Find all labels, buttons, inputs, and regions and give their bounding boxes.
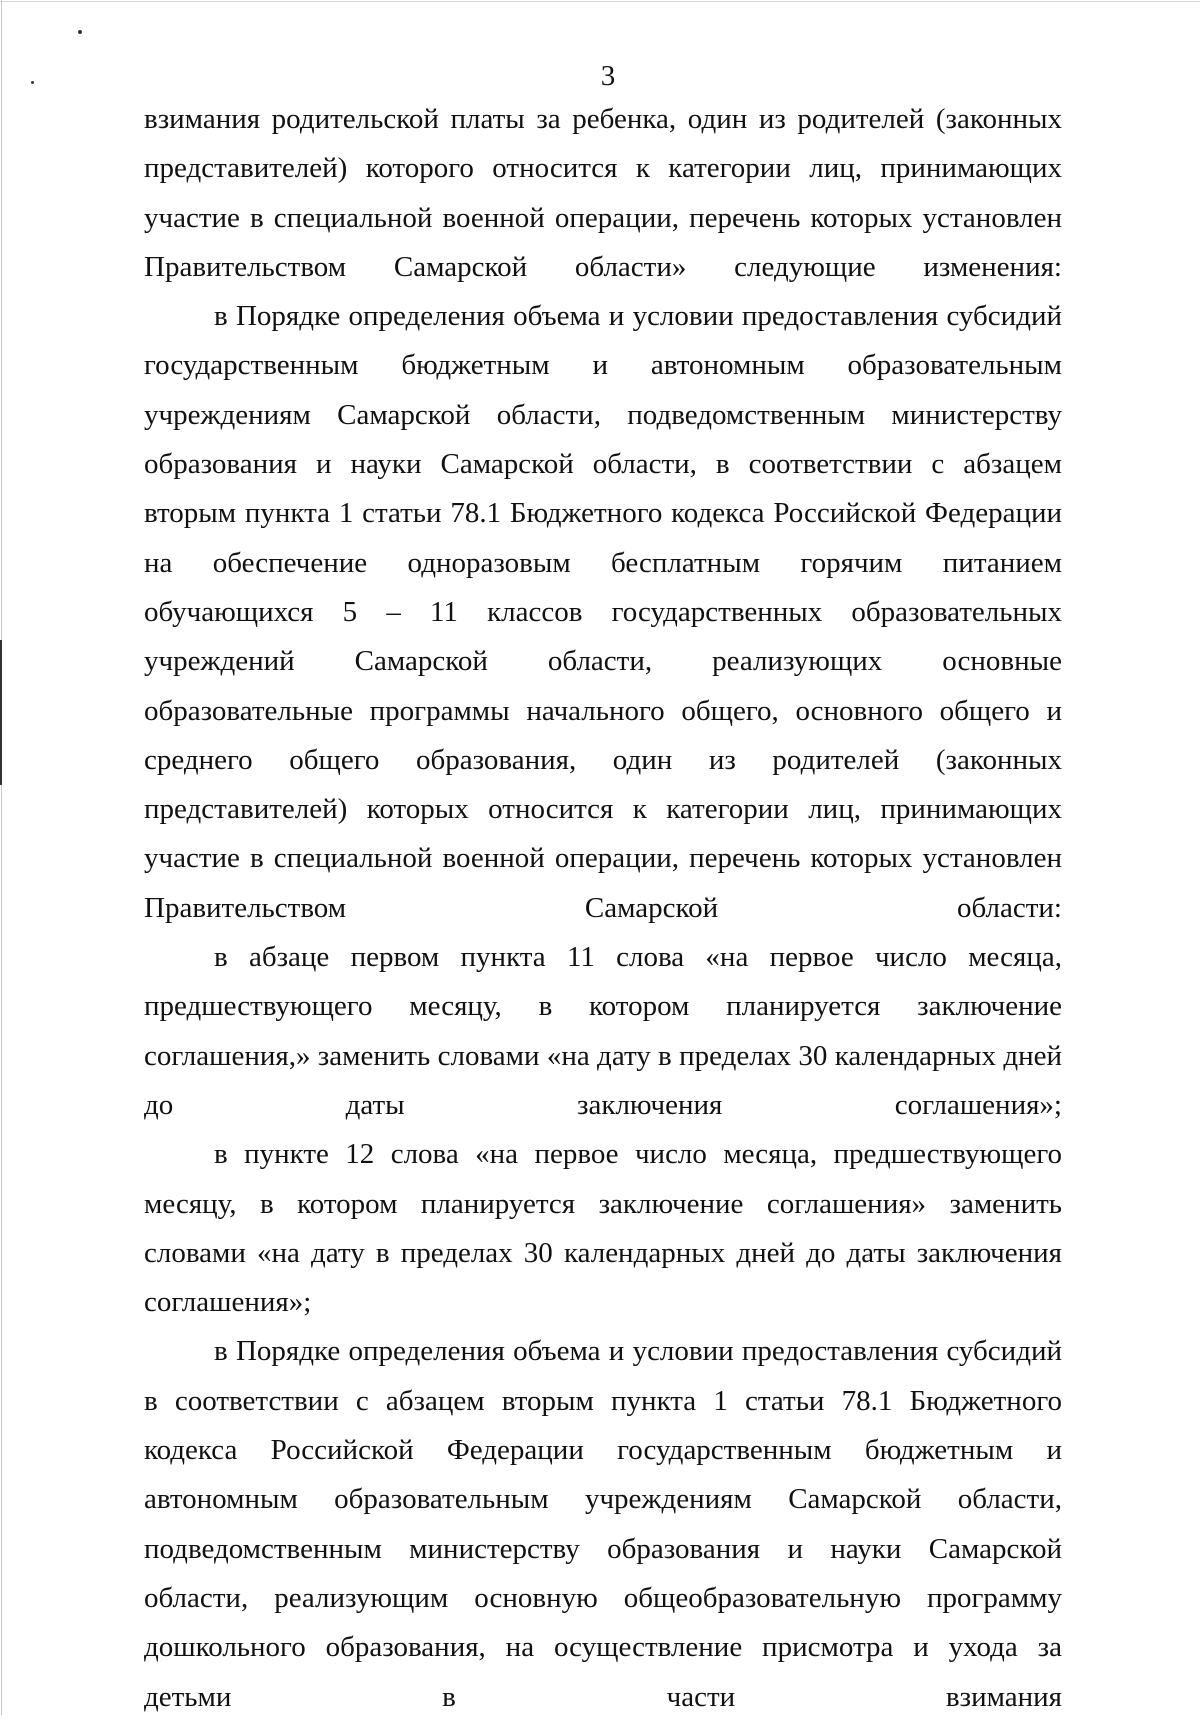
scan-edge-mark	[0, 640, 2, 785]
paragraph: в Порядке определения объема и условии предоставления субсидий в соответствии с абзацем вторым пункта 1 статьи 78.1 Бюджетного кодекса Российской Федерации государственным бюджетным и автономным образовательным учреждениям Самарской области, подведомственным министерству образования и науки Самарской области, реализующим основную общеобразовательную программу дошкольного образования, на осуществление присмотра и ухода за детьми в части взимания	[144, 1335, 1062, 1713]
document-body	[144, 95, 1062, 1722]
scan-speck	[78, 30, 82, 34]
paragraph: в абзаце первом пункта 11 слова «на первое число месяца, предшествующего месяцу, в котором планируется заключение соглашения,» заменить словами «на дату в пределах 30 календарных дней до даты заключения соглашения»;	[144, 941, 1062, 1121]
paragraph: взимания родительской платы за ребенка, один из родителей (законных представителей) которого относится к категории лиц, принимающих участие в специальной военной операции, перечень которых установлен Правительством Самарской области» следующие изменения:	[144, 103, 1062, 283]
scan-edge-top	[0, 1, 1200, 2]
paragraph: в Порядке определения объема и условии предоставления субсидий государственным бюджетным и автономным образовательным учреждениям Самарской области, подведомственным министерству образования и науки Самарской области, в соответствии с абзацем вторым пункта 1 статьи 78.1 Бюджетного кодекса Российской Федерации на обеспечение одноразовым бесплатным горячим питанием обучающихся 5 – 11 классов государственных образовательных учреждений Самарской области, реализующих основные образовательные программы начального общего, основного общего и среднего общего образования, один из родителей (законных представителей) которых относится к категории лиц, принимающих участие в специальной военной операции, перечень которых установлен Правительством Самарской области:	[144, 300, 1062, 924]
scan-edge-left	[1, 0, 2, 1715]
paragraph: в пункте 12 слова «на первое число месяца, предшествующего месяцу, в котором планируется заключение соглашения» заменить словами «на дату в пределах 30 календарных дней до даты заключения соглашения»;	[144, 1138, 1062, 1319]
page-number: 3	[600, 60, 616, 92]
